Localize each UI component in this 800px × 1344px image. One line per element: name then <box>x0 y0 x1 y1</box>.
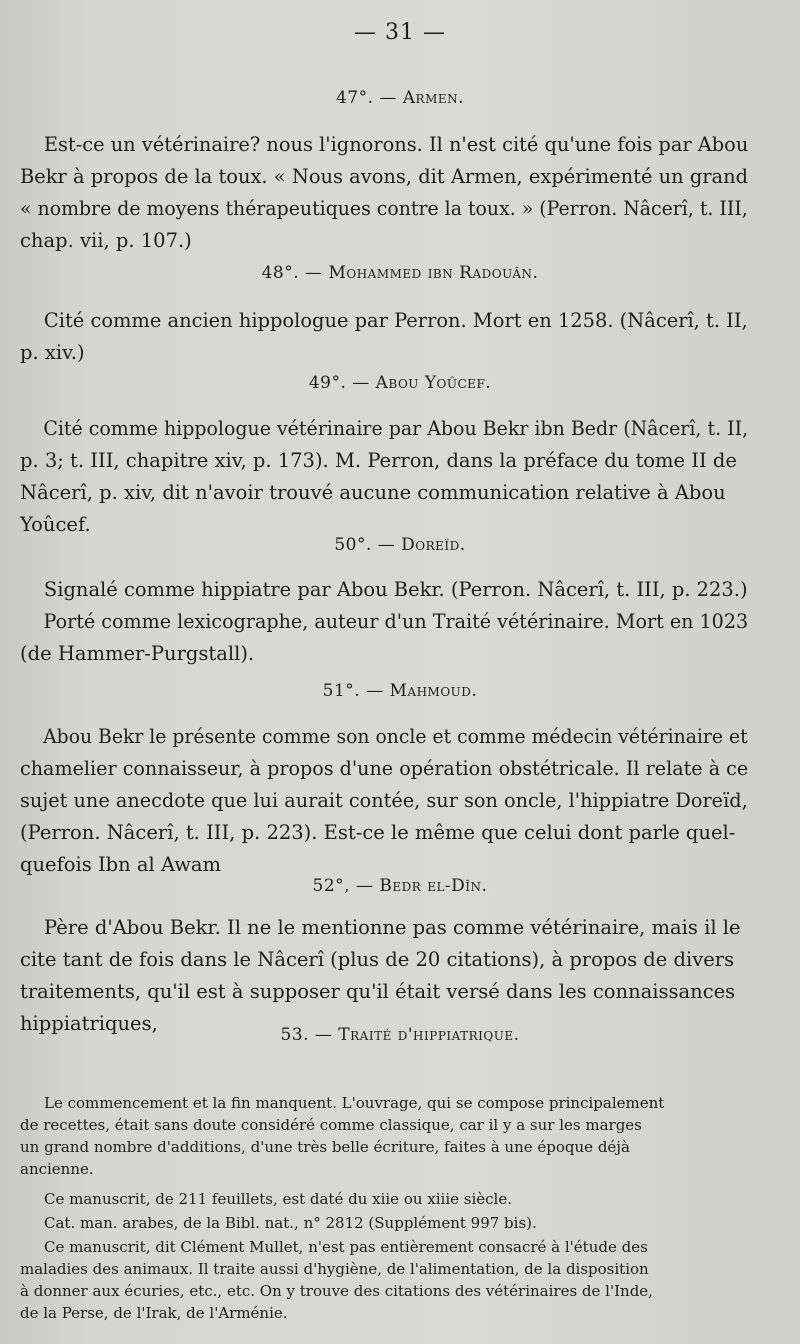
text-line: (de Hammer-Purgstall). <box>20 642 255 665</box>
text-line: Ce manuscrit, dit Clément Mullet, n'est pas entièrement consacré à l'étude des <box>44 1238 648 1256</box>
note-paragraph-1 <box>20 1092 748 1180</box>
text-line: Est-ce un vétérinaire? nous l'ignorons. Il n'est cité qu'une fois par Abou <box>43 133 749 156</box>
heading-title: Bedr el-Dîn. <box>379 876 488 896</box>
text-line: hippiatriques, <box>20 1012 158 1035</box>
heading-number: 47°. — <box>335 88 403 108</box>
heading-number: 48°. — <box>261 263 329 283</box>
note-paragraph-4 <box>20 1236 748 1324</box>
text-line: Cité comme ancien hippologue par Perron. Mort en 1258. (Nâcerî, t. II, <box>43 309 748 332</box>
entry-heading-53 <box>0 1025 800 1045</box>
entry-body-50 <box>20 574 748 670</box>
entry-heading-50 <box>0 535 800 555</box>
heading-number: 53. — <box>280 1025 339 1045</box>
text-line: Cité comme hippologue vétérinaire par Abou Bekr ibn Bedr (Nâcerî, t. II, <box>43 417 749 440</box>
heading-number: 52°, — <box>312 876 380 896</box>
entry-heading-48 <box>0 263 800 283</box>
text-line: Nâcerî, p. xiv, dit n'avoir trouvé aucune communication relative à Abou <box>20 481 726 504</box>
text-line: (Perron. Nâcerî, t. III, p. 223). Est-ce le même que celui dont parle quel- <box>20 821 736 844</box>
text-line: Bekr à propos de la toux. « Nous avons, dit Armen, expérimenté un grand <box>20 165 749 188</box>
text-line: Signalé comme hippiatre par Abou Bekr. (Perron. Nâcerî, t. III, p. 223.) <box>43 578 748 601</box>
text-line: p. xiv.) <box>20 341 85 364</box>
text-line: Père d'Abou Bekr. Il ne le mentionne pas comme vétérinaire, mais il le <box>44 916 741 939</box>
text-line: Ce manuscrit, de 211 feuillets, est daté du xiie ou xiiie siècle. <box>44 1190 512 1208</box>
entry-body-51 <box>20 721 748 881</box>
text-line: chamelier connaisseur, à propos d'une opération obstétricale. Il relate à ce <box>20 757 749 780</box>
text-line: « nombre de moyens thérapeutiques contre la toux. » (Perron. Nâcerî, t. III, <box>20 197 748 220</box>
text-line: à donner aux écuries, etc., etc. On y trouve des citations des vétérinaires de l'Inde, <box>20 1282 653 1300</box>
entry-heading-49 <box>0 373 800 393</box>
entry-body-49 <box>20 413 748 541</box>
text-line: chap. vii, p. 107.) <box>20 229 192 252</box>
entry-body-48 <box>20 305 748 369</box>
text-line: Abou Bekr le présente comme son oncle et comme médecin vétérinaire et <box>43 725 748 748</box>
entry-heading-47 <box>0 88 800 108</box>
text-line: ancienne. <box>20 1160 94 1178</box>
text-line: sujet une anecdote que lui aurait contée, sur son oncle, l'hippiatre Doreïd, <box>20 789 748 812</box>
entry-heading-52 <box>0 876 800 896</box>
text-line: de recettes, était sans doute considéré comme classique, car il y a sur les marges <box>20 1116 642 1134</box>
heading-number: 51°. — <box>322 681 390 701</box>
note-paragraph-3 <box>20 1212 748 1234</box>
text-line: Le commencement et la fin manquent. L'ouvrage, qui se compose principalement <box>44 1094 665 1112</box>
page-number: — 31 — <box>354 20 446 45</box>
heading-title: Mahmoud. <box>389 681 478 701</box>
entry-body-47 <box>20 129 748 257</box>
entry-heading-51 <box>0 681 800 701</box>
heading-title: Mohammed ibn Radouân. <box>328 263 539 283</box>
heading-number: 49°. — <box>308 373 376 393</box>
text-line: un grand nombre d'additions, d'une très belle écriture, faites à une époque déjà <box>20 1138 630 1156</box>
text-line: Porté comme lexicographe, auteur d'un Traité vétérinaire. Mort en 1023 <box>43 610 749 633</box>
text-line: cite tant de fois dans le Nâcerî (plus de 20 citations), à propos de divers <box>20 948 735 971</box>
text-line: quefois Ibn al Awam <box>20 853 221 876</box>
heading-number: 50°. — <box>334 535 402 555</box>
note-paragraph-2 <box>20 1188 748 1210</box>
heading-title: Armen. <box>402 88 465 108</box>
text-line: Yoûcef. <box>20 513 91 536</box>
text-line: maladies des animaux. Il traite aussi d'hygiène, de l'alimentation, de la disposition <box>20 1260 649 1278</box>
text-line: p. 3; t. III, chapitre xiv, p. 173). M. Perron, dans la préface du tome II de <box>20 449 737 472</box>
text-line: de la Perse, de l'Irak, de l'Arménie. <box>20 1304 288 1322</box>
text-line: traitements, qu'il est à supposer qu'il était versé dans les connaissances <box>20 980 736 1003</box>
entry-body-52 <box>20 912 748 1040</box>
text-line: Cat. man. arabes, de la Bibl. nat., n° 2812 (Supplément 997 bis). <box>44 1214 537 1232</box>
heading-title: Abou Yoûcef. <box>375 373 492 393</box>
heading-title: Doreïd. <box>401 535 466 555</box>
heading-title: Traité d'hippiatrique. <box>338 1025 520 1045</box>
